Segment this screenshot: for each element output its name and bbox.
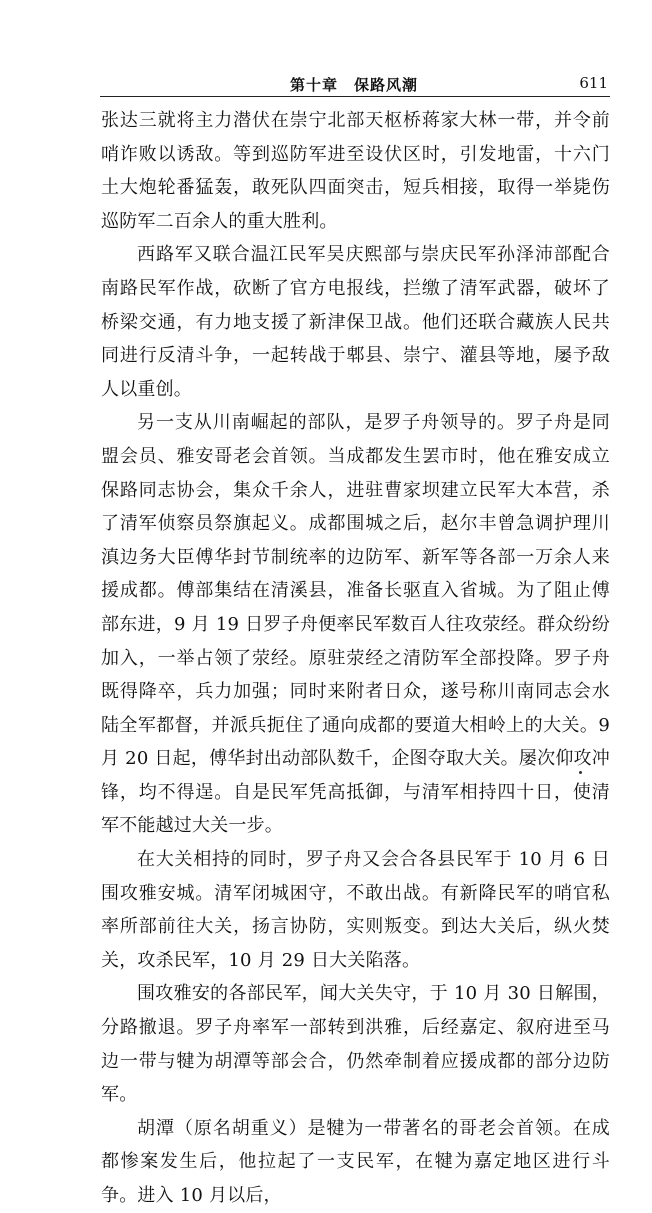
running-header (100, 68, 608, 96)
paragraph: 西路军又联合温江民军吴庆熙部与崇庆民军孙泽沛部配合南路民军作战，砍断了官方电报线，拦缴了清军武器，破坏了桥梁交通，有力地支援了新津保卫战。他们还联合藏族人民共同进行反清斗争，一起转战于郫县、崇宁、灌县等地，屡予敌人以重创。 (101, 244, 610, 400)
paragraph: 围攻雅安的各部民军，闻大关失守，于 10 月 30 日解围，分路撤退。罗子舟率军一部转到洪雅，后经嘉定、叙府进至马边一带与犍为胡潭等部会合，仍然牵制着应援成都的部分边防军。 (101, 983, 610, 1106)
page-number: 611 (579, 74, 608, 92)
paragraph-continued: 张达三就将主力潜伏在崇宁北部天枢桥蒋家大林一带，并令前哨诈败以诱敌。等到巡防军进至设伏区时，引发地雷，十六门土大炮轮番猛轰，敢死队四面突击，短兵相接，取得一举毙伤巡防军二百余人的重大胜利。 (101, 110, 610, 232)
print-speck (579, 771, 582, 774)
paragraph: 另一支从川南崛起的部队，是罗子舟领导的。罗子舟是同盟会员、雅安哥老会首领。当成都发生罢市时，他在雅安成立保路同志协会，集众千余人，进驻曹家坝建立民军大本营，杀了清军侦察员祭旗起义。成都围城之后，赵尔丰曾急调护理川滇边务大臣傅华封节制统率的边防军、新军等各部一万余人来援成都。傅部集结在清溪县，准备长驱直入省城。为了阻止傅部东进，9 月 19 日罗子舟便率民军数百人往攻荥经。群众纷纷加入，一举占领了荥经。原驻荥经之清防军全部投降。罗子舟既得降卒，兵力加强；同时来附者日众，遂号称川南同志会水陆全军都督，并派兵扼住了通向成都的要道大相岭上的大关。9 月 20 日起，傅华封出动部队数千，企图夺取大关。屡次仰攻冲锋，均不得逞。自是民军凭高抵御，与清军相持四十日，使清军不能越过大关一步。 (101, 412, 610, 837)
paragraph: 在大关相持的同时，罗子舟又会合各县民军于 10 月 6 日围攻雅安城。清军闭城困守，不敢出战。有新降民军的哨官私率所部前往大关，扬言协防，实则叛变。到达大关后，纵火焚关，攻杀民军，10 月 29 日大关陷落。 (101, 849, 610, 971)
header-divider (100, 96, 610, 97)
paragraph: 胡潭（原名胡重义）是犍为一带著名的哥老会首领。在成都惨案发生后，他拉起了一支民军，在犍为嘉定地区进行斗争。进入 10 月以后， (101, 1117, 610, 1206)
chapter-title: 第十章 保路风潮 (289, 76, 418, 94)
body-text (101, 104, 610, 1213)
